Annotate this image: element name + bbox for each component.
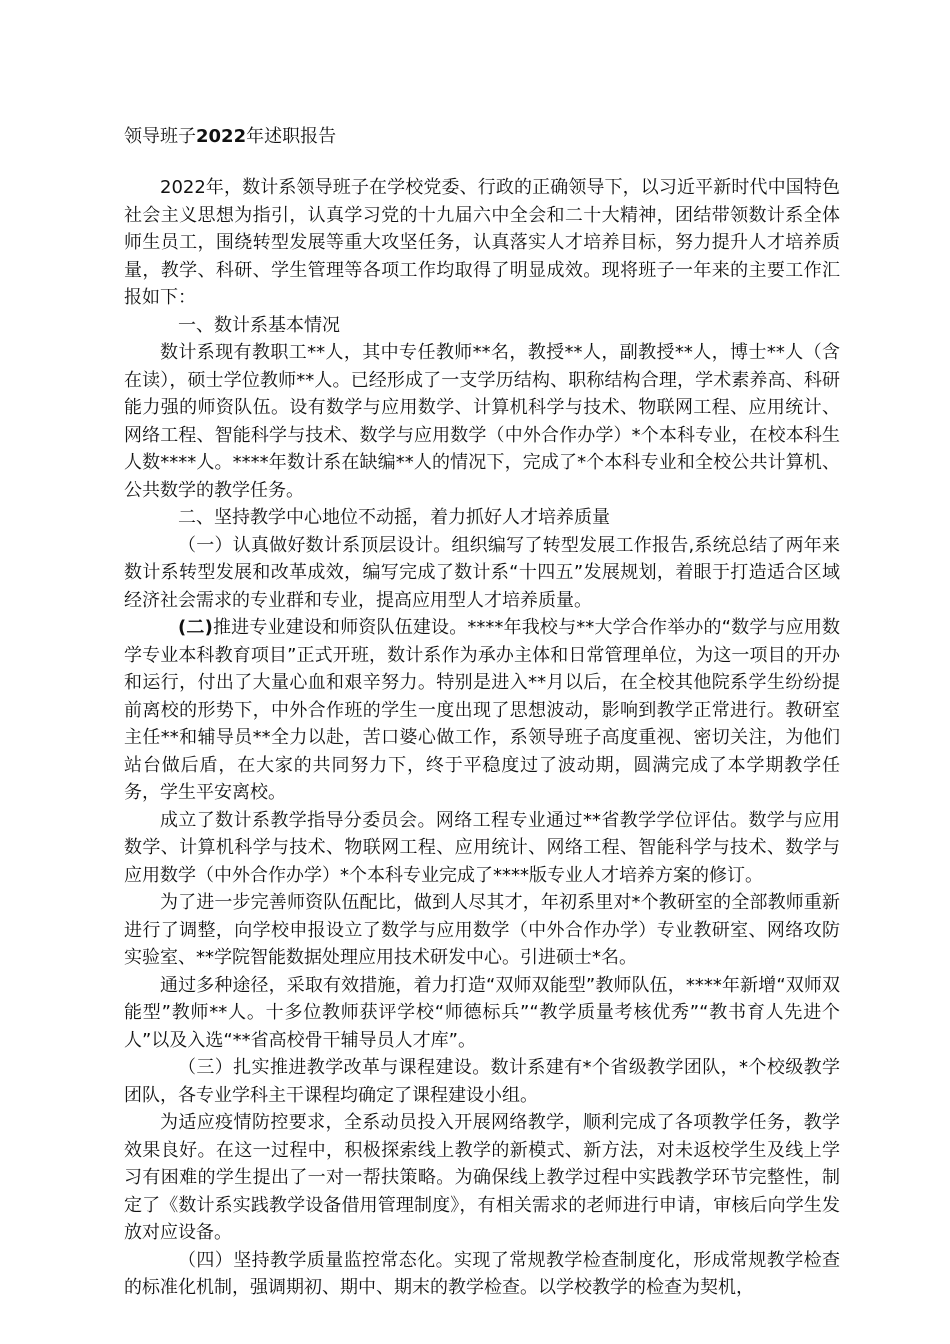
section-heading-1: 一、数计系基本情况 bbox=[178, 314, 340, 336]
body-paragraph: 通过多种途径，采取有效措施，着力打造“双师双能型”教师队伍，****年新增“双师双能型”教师**人。十多位教师获评学校“师德标兵”“教学质量考核优秀”“教书育人先进个人”以及入选“**省高校骨干辅导员人才库”。 bbox=[124, 974, 840, 1051]
subsection-lead: (二) bbox=[178, 617, 213, 638]
document-title bbox=[124, 124, 336, 150]
title-prefix: 领导班子 bbox=[124, 126, 196, 147]
subsection-paragraph: （一）认真做好数计系顶层设计。组织编写了转型发展工作报告,系统总结了两年来数计系转型发展和改革成效，编写完成了数计系“十四五”发展规划，着眼于打造适合区域经济社会需求的专业群和专业，提高应用型人才培养质量。 bbox=[124, 534, 840, 611]
subsection-paragraph: （四）坚持教学质量监控常态化。实现了常规教学检查制度化，形成常规教学检查的标准化机制，强调期初、期中、期末的教学检查。以学校教学的检查为契机， bbox=[124, 1249, 840, 1298]
title-suffix: 年述职报告 bbox=[246, 126, 337, 147]
subsection-paragraph: （三）扎实推进教学改革与课程建设。数计系建有*个省级教学团队，*个校级教学团队，各专业学科主干课程均确定了课程建设小组。 bbox=[124, 1057, 840, 1106]
body-paragraph: 成立了数计系教学指导分委员会。网络工程专业通过**省教学学位评估。数学与应用数学、计算机科学与技术、物联网工程、应用统计、网络工程、智能科学与技术、数学与应用数学（中外合作办学）*个本科专业完成了****版专业人才培养方案的修订。 bbox=[124, 809, 840, 886]
subsection-paragraph bbox=[124, 614, 840, 807]
body-paragraph: 为适应疫情防控要求，全系动员投入开展网络教学，顺利完成了各项教学任务，教学效果良好。在这一过程中，积极探索线上教学的新模式、新方法，对未返校学生及线上学习有困难的学生提出了一对一帮扶策略。为确保线上教学过程中实践教学环节完整性，制定了《数计系实践教学设备借用管理制度》，有相关需求的老师进行申请，审核后向学生发放对应设备。 bbox=[124, 1112, 840, 1243]
body-paragraph: 为了进一步完善师资队伍配比，做到人尽其才，年初系里对*个教研室的全部教师重新进行了调整，向学校申报设立了数学与应用数学（中外合作办学）专业教研室、网络攻防实验室、**学院智能数据处理应用技术研发中心。引进硕士*名。 bbox=[124, 892, 840, 968]
body-paragraph: 数计系现有教职工**人，其中专任教师**名，教授**人，副教授**人，博士**人（含在读），硕士学位教师**人。已经形成了一支学历结构、职称结构合理，学术素养高、科研能力强的师资队伍。设有数学与应用数学、计算机科学与技术、物联网工程、应用统计、网络工程、智能科学与技术、数学与应用数学（中外合作办学）*个本科专业，在校本科生人数****人。****年数计系在缺编**人的情况下，完成了*个本科专业和全校公共计算机、公共数学的教学任务。 bbox=[124, 342, 840, 501]
section-heading-2: 二、坚持教学中心地位不动摇，着力抓好人才培养质量 bbox=[178, 507, 610, 528]
title-year: 2022 bbox=[196, 126, 247, 147]
document-body bbox=[124, 174, 840, 1302]
intro-paragraph: 2022年，数计系领导班子在学校党委、行政的正确领导下，以习近平新时代中国特色社会主义思想为指引，认真学习党的十九届六中全会和二十大精神，团结带领数计系全体师生员工，围绕转型发展等重大攻坚任务，认真落实人才培养目标，努力提升人才培养质量，教学、科研、学生管理等各项工作均取得了明显成效。现将班子一年来的主要工作汇报如下： bbox=[124, 177, 840, 308]
subsection-text: 推进专业建设和师资队伍建设。****年我校与**大学合作举办的“数学与应用数学专业本科教育项目”正式开班，数计系作为承办主体和日常管理单位，为这一项目的开办和运行，付出了大量心血和艰辛努力。特别是进入**月以后，在全校其他院系学生纷纷提前离校的形势下，中外合作班的学生一度出现了思想波动，影响到教学正常进行。教研室主任**和辅导员**全力以赴，苦口婆心做工作，系领导班子高度重视、密切关注，为他们站台做后盾，在大家的共同努力下，终于平稳度过了波动期，圆满完成了本学期教学任务，学生平安离校。 bbox=[124, 617, 841, 803]
